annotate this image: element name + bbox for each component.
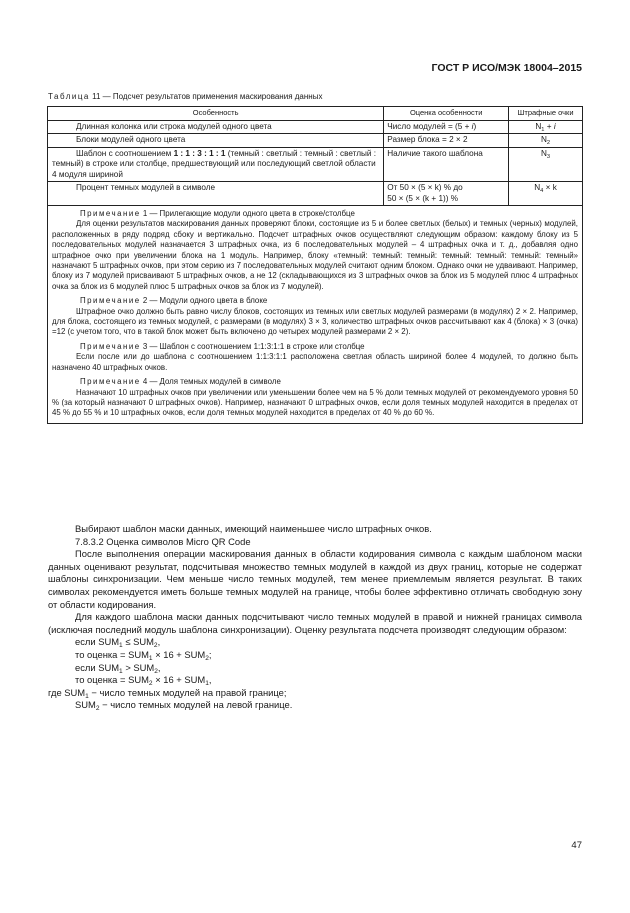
evaluation-cell: Размер блока = 2 × 2: [384, 134, 509, 148]
results-table: [47, 106, 583, 424]
table-row: [48, 182, 583, 206]
penalty-cell: $N_2$: [509, 134, 583, 148]
table-header-row: [48, 107, 583, 121]
section-heading: 7.8.3.2 Оценка символов Micro QR Code: [75, 535, 251, 547]
table-note: [52, 377, 578, 419]
note-label: Примечание: [80, 341, 141, 351]
notes-cell: [48, 206, 583, 424]
standard-id: ГОСТ Р ИСО/МЭК 18004–2015: [431, 62, 582, 74]
feature-cell: Длинная колонка или строка модулей одного цвета: [48, 120, 384, 134]
note-body: Штрафное очко должно быть равно числу блоков, состоящих из темных или светлых модулей размерами (в модулях) 2 × 2. Например, для блока, состоящего из темных модулей, с размерами (в модулях) 3 × 3, количество штрафных очков рассчитывают как 4 (блока) × 3 (очка) =12 (с учетом того, что в такой блок может быть включено до четырех модулей размерами 2 × 2).: [52, 306, 578, 337]
formula-line: то оценка = $SUM_1 \times 16 + SUM_2$;: [75, 648, 212, 662]
formula-line: если $SUM_1 \le SUM_2$,: [75, 636, 161, 650]
note-title: [52, 377, 578, 387]
penalty-cell: $N_4 \times k$: [509, 182, 583, 206]
table-note: [52, 342, 578, 373]
notes-row: [48, 206, 583, 424]
body-text: [48, 523, 582, 712]
note-body: Если после или до шаблона с соотношением 1:1:3:1:1 расположена светлая область шириной более 4 модулей, то должно быть назначено 40 штрафных очков.: [52, 352, 578, 372]
table-caption: [48, 92, 322, 101]
note-title: [52, 296, 578, 306]
formula-legend: $SUM_2$ − число темных модулей на левой границе.: [75, 699, 293, 713]
penalty-cell: $N_1 + i$: [509, 120, 583, 134]
table-row: [48, 120, 583, 134]
table-caption-title: 11 — Подсчет результатов применения маскирования данных: [89, 92, 323, 101]
feature-cell: Шаблон с соотношением 1 : 1 : 3 : 1 : 1 (темный : светлый : темный : светлый : темный) в строке или столбце, предшествующий или последующий светлой области 4 модуля шириной: [48, 147, 384, 182]
column-header-feature: Особенность: [48, 107, 384, 121]
table-note: [52, 296, 578, 338]
table-row: [48, 134, 583, 148]
table-row: [48, 147, 583, 182]
note-body: Назначают 10 штрафных очков при увеличении или уменьшении более чем на 5 % доли темных модулей от рекомендуемого уровня 50 % (за который назначают 0 штрафных очков). Например, назначают 0 штрафных очков, если доля темных модулей находится в пределах от 45 % до 55 % и 10 штрафных очков, если доля темных модулей находится в пределах от 40 % до 60 %.: [52, 387, 578, 418]
note-label: Примечание: [80, 209, 141, 218]
feature-cell: Процент темных модулей в символе: [48, 182, 384, 206]
note-body: Для оценки результатов маскирования данных проверяют блоки, состоящие из 5 и более светлых (белых) и темных (черных) модулей, расположенных в ряду подряд сбоку и вертикально. Подсчет штрафных очков осуществляют следующим образом: каждому блоку из 5 последовательных модулей назначается 3 штрафных очка, из 6 последовательных модулей – 4 штрафных очка и т. д., добавляя одно штрафное очко при увеличении блока на 1 модуль. Например, блоку «темный: темный: темный: темный: темный: темный: темный» назначают 5 штрафных очков, при этом серию из 7 последовательных модулей считают одним блоком. Однако очки не удваивают. Например, блоку из 7 модулей присваивают 5 штрафных очков, а не 12 (складывающихся из 3 штрафных очков за блок из 5 модулей плюс 4 штрафных очка за блок из 6 модулей плюс 5 штрафных очков за блок из 7 модулей).: [52, 219, 578, 291]
note-title: [52, 342, 578, 352]
paragraph-select-mask: Выбирают шаблон маски данных, имеющий наименьшее число штрафных очков.: [75, 523, 432, 534]
formula-line: если $SUM_1 > SUM_2$,: [75, 661, 161, 675]
note-heading: 2 — Модули одного цвета в блоке: [140, 296, 268, 306]
note-title: [52, 209, 578, 219]
note-label: Примечание: [80, 296, 141, 306]
table-note: [52, 209, 578, 292]
column-header-penalty: Штрафные очки: [509, 107, 583, 121]
page-number: 47: [571, 840, 582, 851]
penalty-cell: $N_3$: [509, 147, 583, 182]
note-heading: 3 — Шаблон с соотношением 1:1:3:1:1 в строке или столбце: [140, 341, 365, 351]
formula-line: то оценка = $SUM_2 \times 16 + SUM_1$,: [75, 674, 212, 688]
evaluation-cell: Число модулей = (5 + i): [384, 120, 509, 134]
note-heading: 1 — Прилегающие модули одного цвета в строке/столбце: [140, 209, 355, 218]
note-heading: 4 — Доля темных модулей в символе: [140, 377, 281, 387]
paragraph-after-masking: После выполнения операции маскирования данных в области кодирования символа с каждым шаблоном маски данных оценивают результат, подсчитывая множество темных модулей в каждой из двух границ, которые не содержат шаблоны синхронизации. Чем меньше число темных модулей, тем менее приемлемым является результат. В таких символах рекомендуется иметь больше темных модулей на границе, чтобы более эффективно отличать свободную зону от области кодирования.: [48, 548, 582, 610]
feature-cell: Блоки модулей одного цвета: [48, 134, 384, 148]
evaluation-cell: От 50 × (5 × k) % до 50 × (5 × (k + 1)) %: [384, 182, 509, 206]
table-caption-prefix: Таблица: [48, 92, 90, 101]
evaluation-cell: Наличие такого шаблона: [384, 147, 509, 182]
note-label: Примечание: [80, 377, 141, 387]
column-header-evaluation: Оценка особенности: [384, 107, 509, 121]
formula-legend: где $SUM_1$ − число темных модулей на правой границе;: [48, 686, 287, 700]
paragraph-for-each-mask: Для каждого шаблона маски данных подсчитывают число темных модулей в правой и нижней границах символа (исключая последний модуль шаблона синхронизации). Оценку результата подсчета производят следующим образом:: [48, 611, 582, 635]
